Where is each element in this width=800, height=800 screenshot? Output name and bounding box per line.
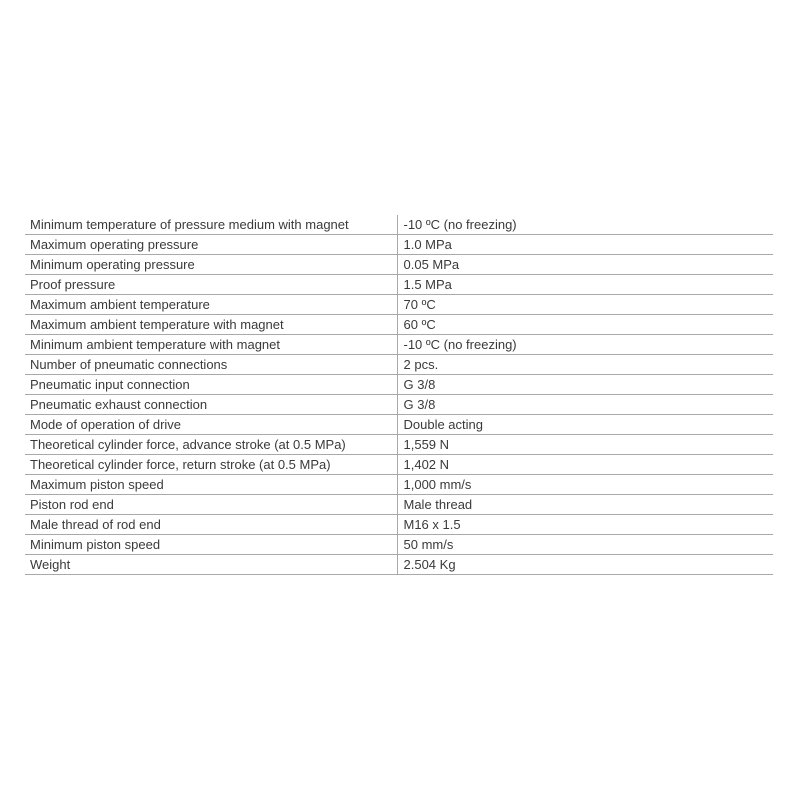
spec-value: 2.504 Kg [397,555,773,575]
spec-value: -10 ºC (no freezing) [397,215,773,235]
spec-value: G 3/8 [397,395,773,415]
table-row [25,435,773,455]
spec-value: 1,000 mm/s [397,475,773,495]
table-row [25,315,773,335]
spec-value: 70 ºC [397,295,773,315]
spec-label: Number of pneumatic connections [25,355,397,375]
table-row [25,415,773,435]
spec-label: Theoretical cylinder force, advance stroke (at 0.5 MPa) [25,435,397,455]
spec-value: 1,559 N [397,435,773,455]
spec-value: -10 ºC (no freezing) [397,335,773,355]
spec-label: Minimum ambient temperature with magnet [25,335,397,355]
spec-table-body [25,215,773,575]
spec-value: 50 mm/s [397,535,773,555]
table-row [25,255,773,275]
table-row [25,555,773,575]
spec-value: G 3/8 [397,375,773,395]
spec-value: 0.05 MPa [397,255,773,275]
table-row [25,235,773,255]
spec-label: Maximum piston speed [25,475,397,495]
table-row [25,335,773,355]
spec-value: 60 ºC [397,315,773,335]
spec-label: Minimum piston speed [25,535,397,555]
spec-label: Proof pressure [25,275,397,295]
spec-label: Minimum operating pressure [25,255,397,275]
table-row [25,535,773,555]
spec-label: Piston rod end [25,495,397,515]
table-row [25,355,773,375]
spec-label: Pneumatic exhaust connection [25,395,397,415]
spec-label: Male thread of rod end [25,515,397,535]
table-row [25,455,773,475]
spec-value: M16 x 1.5 [397,515,773,535]
spec-label: Weight [25,555,397,575]
table-row [25,215,773,235]
table-row [25,375,773,395]
spec-value: Double acting [397,415,773,435]
spec-value: 1,402 N [397,455,773,475]
table-row [25,275,773,295]
spec-value: Male thread [397,495,773,515]
spec-label: Pneumatic input connection [25,375,397,395]
table-row [25,295,773,315]
spec-label: Maximum ambient temperature [25,295,397,315]
table-row [25,495,773,515]
spec-value: 1.5 MPa [397,275,773,295]
spec-value: 2 pcs. [397,355,773,375]
spec-value: 1.0 MPa [397,235,773,255]
spec-label: Theoretical cylinder force, return stroke (at 0.5 MPa) [25,455,397,475]
table-row [25,395,773,415]
spec-label: Maximum operating pressure [25,235,397,255]
spec-label: Minimum temperature of pressure medium with magnet [25,215,397,235]
table-row [25,475,773,495]
spec-table [25,215,773,575]
table-row [25,515,773,535]
spec-label: Maximum ambient temperature with magnet [25,315,397,335]
spec-label: Mode of operation of drive [25,415,397,435]
